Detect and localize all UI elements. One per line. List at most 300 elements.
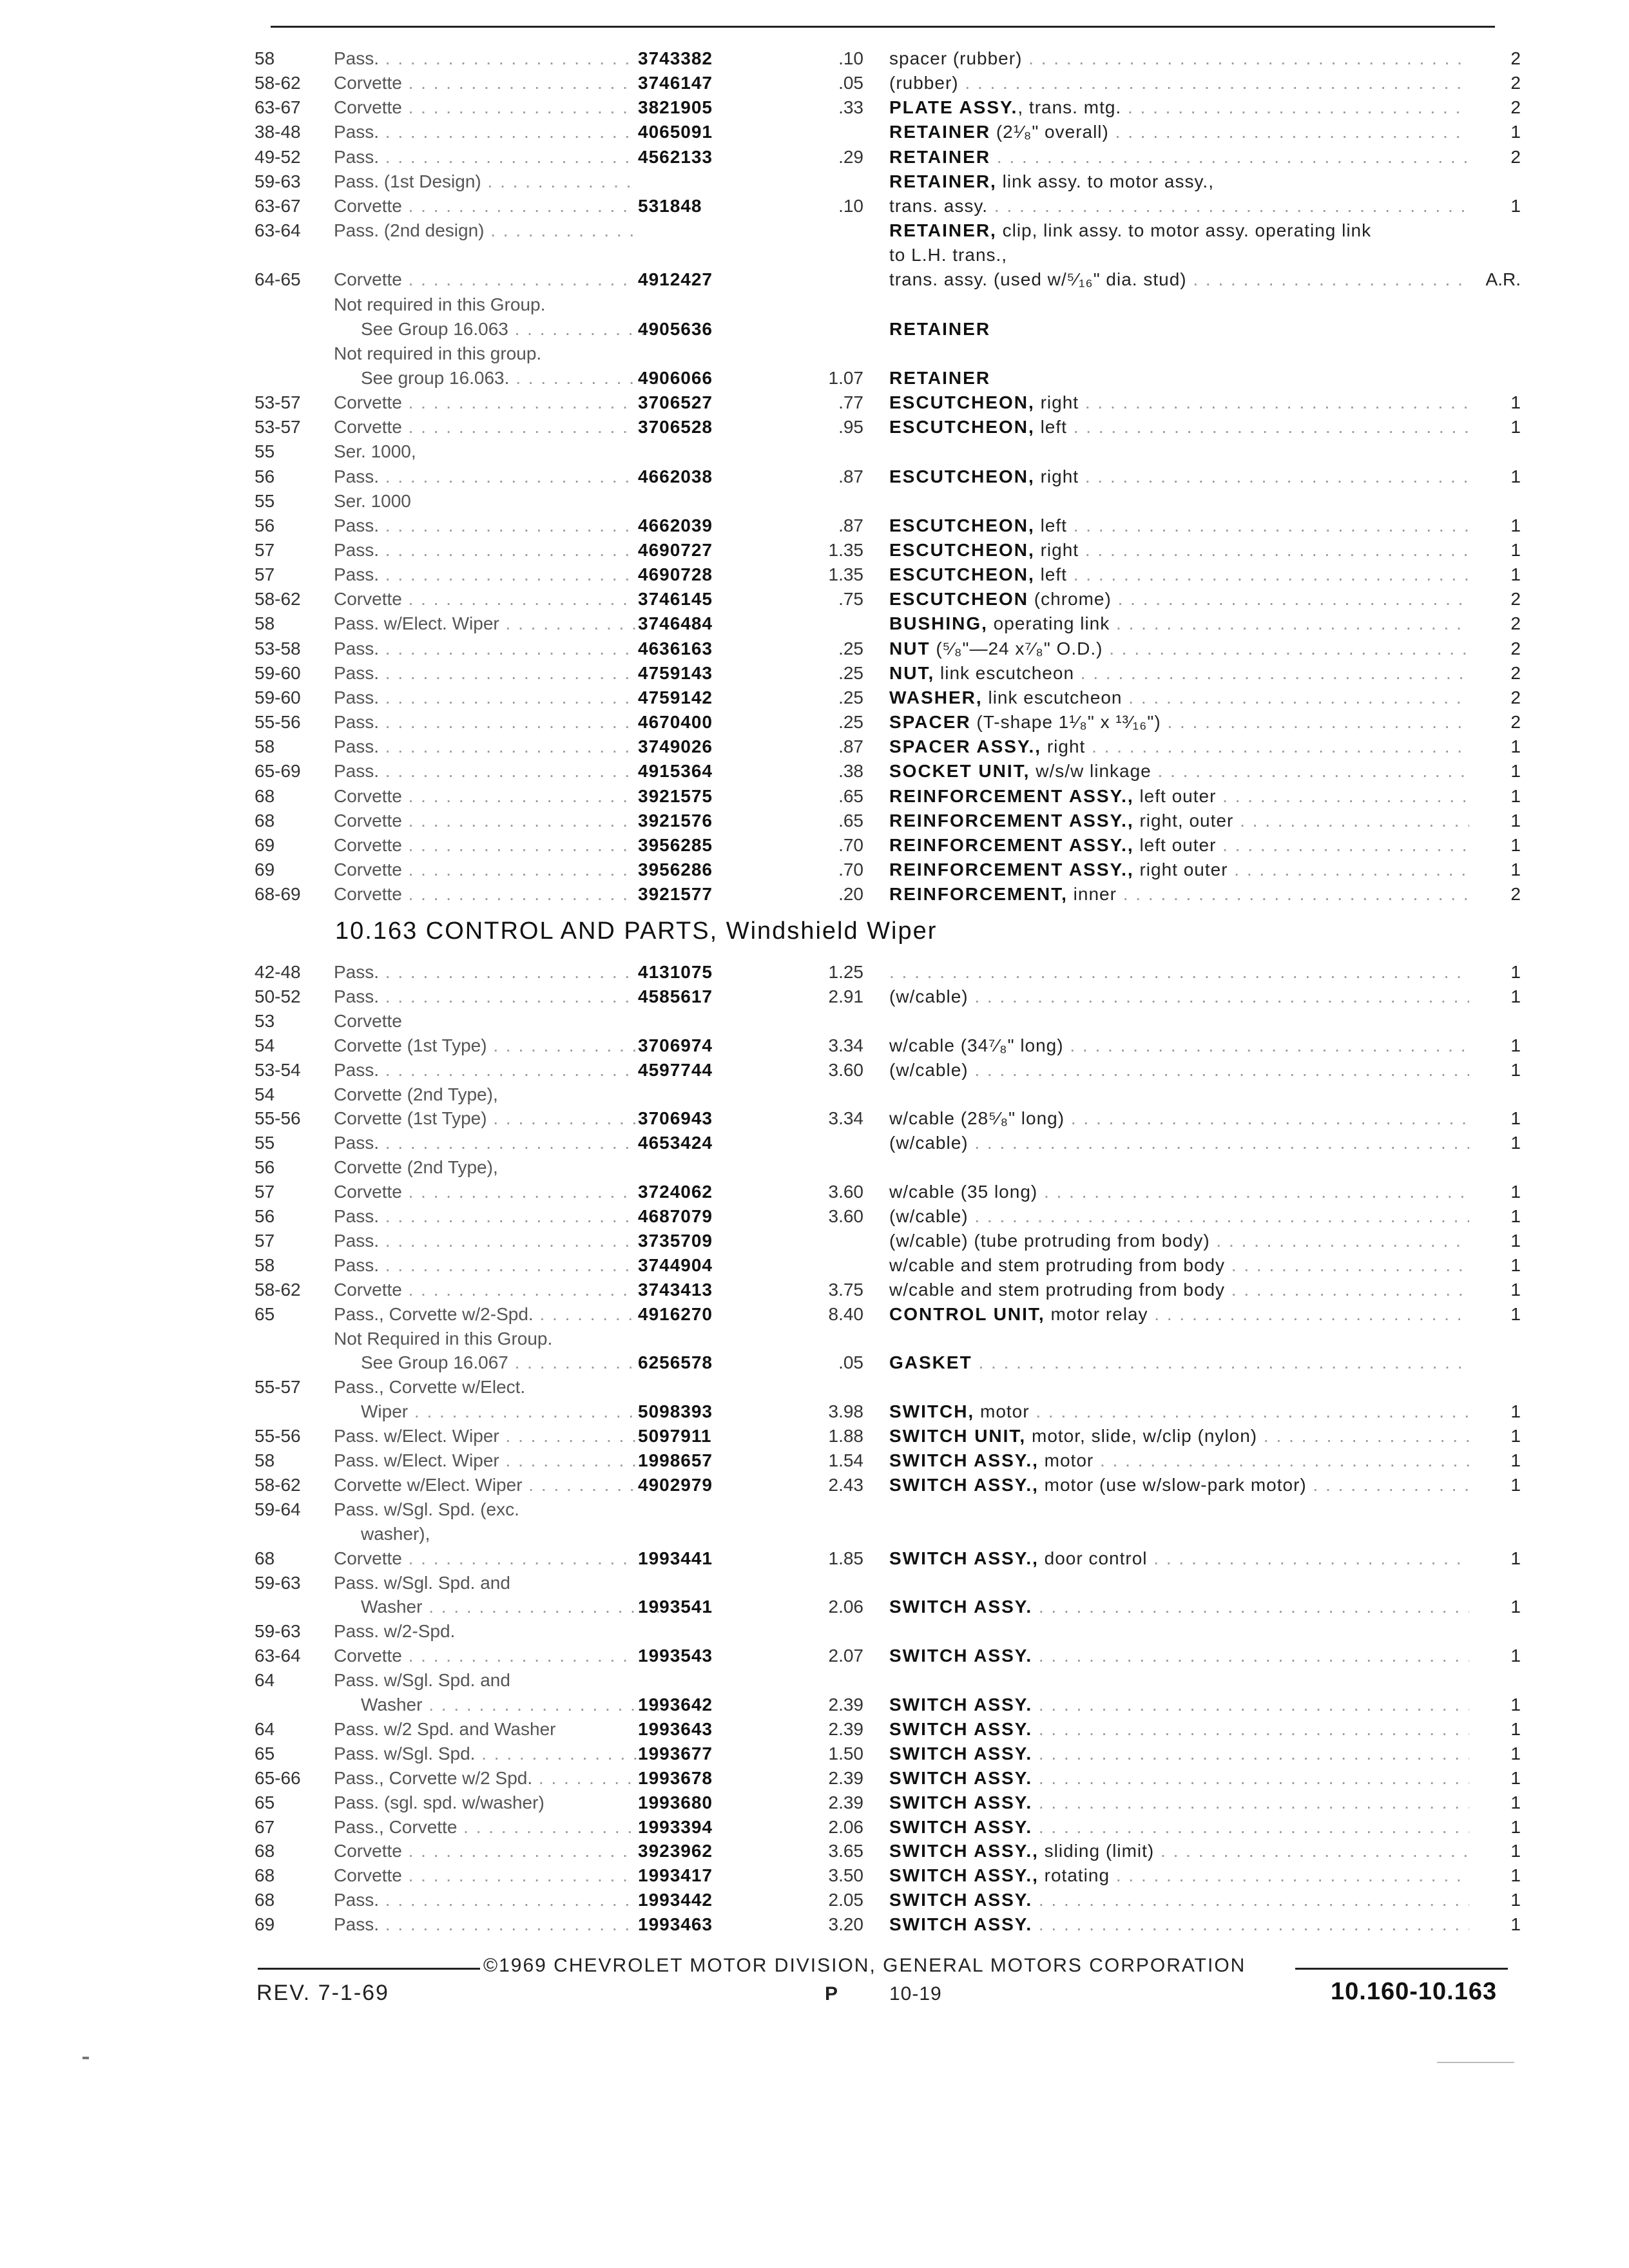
description-cell — [889, 1278, 1469, 1302]
price-cell: 2.43 — [828, 1475, 863, 1495]
table-row — [0, 960, 1629, 985]
description-cell — [889, 46, 1469, 71]
model-cell: Corvette — [334, 1011, 402, 1031]
quantity-cell: 1 — [1510, 1841, 1521, 1861]
year-cell: 68 — [255, 1548, 275, 1568]
table-row — [0, 465, 1629, 489]
price-cell: 3.60 — [828, 1060, 863, 1080]
table-row — [0, 1327, 1629, 1351]
description-cell — [889, 1693, 1469, 1717]
model-cell: Pass. (2nd design) . . . — [334, 218, 637, 243]
model-cell: Pass. w/Sgl. Spd. (exc. — [334, 1499, 519, 1519]
part-number-cell: 4690727 — [638, 540, 713, 560]
model-cell: Corvette w/Elect. Wiper . . . — [334, 1473, 637, 1497]
table-row — [0, 341, 1629, 366]
description-keyword: SPACER — [889, 712, 971, 732]
copyright-text: ©1969 CHEVROLET MOTOR DIVISION, GENERAL MOTORS CORPORATION — [483, 1955, 1246, 1976]
description-text: clip, link assy. to motor assy. operating link — [996, 220, 1372, 240]
description-keyword: NUT — [889, 639, 930, 658]
top-rule — [271, 26, 1495, 28]
description-cell — [889, 95, 1469, 120]
model-cell: Pass. w/2 Spd. and Washer — [334, 1719, 556, 1739]
description-text: (w/cable) — [889, 1133, 969, 1153]
quantity-cell: 2 — [1510, 613, 1521, 633]
part-number-cell: 4916270 — [638, 1304, 713, 1324]
table-row — [0, 1791, 1629, 1815]
model-cell: Not required in this Group. — [334, 294, 546, 314]
model-cell: Pass. . . . — [334, 145, 637, 169]
part-number-cell: 3706527 — [638, 392, 713, 412]
description-text: w/cable (35 long) — [889, 1182, 1038, 1202]
description-keyword: SWITCH ASSY. — [889, 1719, 1033, 1739]
model-cell: Washer . . . — [334, 1693, 664, 1717]
part-number-cell: 4759142 — [638, 687, 713, 707]
table-row — [0, 858, 1629, 882]
price-cell: .25 — [838, 712, 863, 732]
model-cell: Wiper . . . — [334, 1399, 664, 1424]
year-cell: 68 — [255, 786, 275, 806]
description-keyword: WASHER, — [889, 687, 983, 707]
model-cell: Pass. . . . — [334, 538, 637, 562]
year-cell: 59-63 — [255, 1621, 301, 1641]
model-cell: Pass. . . . — [334, 637, 637, 661]
price-cell: 3.98 — [828, 1401, 863, 1421]
price-cell: .25 — [838, 663, 863, 683]
description-keyword: RETAINER — [889, 319, 991, 339]
year-cell: 65-69 — [255, 761, 301, 781]
part-number-cell: 3746145 — [638, 589, 713, 609]
description-text: motor relay — [1045, 1304, 1148, 1324]
price-cell: .38 — [838, 761, 863, 781]
table-row — [0, 1888, 1629, 1912]
year-cell: 56 — [255, 515, 275, 535]
quantity-cell: 1 — [1510, 835, 1521, 855]
part-number-cell: 4906066 — [638, 368, 713, 388]
table-row — [0, 71, 1629, 95]
description-cell — [889, 1399, 1469, 1424]
quantity-cell: 1 — [1510, 564, 1521, 584]
price-cell: .10 — [838, 48, 863, 68]
description-cell — [889, 1546, 1469, 1571]
part-number-cell: 4905636 — [638, 319, 713, 339]
quantity-cell: 1 — [1510, 1304, 1521, 1324]
description-keyword: SWITCH ASSY., — [889, 1841, 1039, 1861]
description-cell — [889, 759, 1469, 783]
model-cell: Corvette . . . — [334, 587, 637, 611]
description-keyword: REINFORCEMENT ASSY., — [889, 835, 1134, 855]
description-cell — [889, 1791, 1469, 1815]
year-cell: 69 — [255, 835, 275, 855]
description-text: w/cable and stem protruding from body — [889, 1280, 1226, 1300]
part-number-cell: 3923962 — [638, 1841, 713, 1861]
description-cell — [889, 833, 1469, 858]
part-number-cell: 4670400 — [638, 712, 713, 732]
year-cell: 56 — [255, 1157, 275, 1177]
year-cell: 59-63 — [255, 171, 301, 191]
part-number-cell: 3746147 — [638, 73, 713, 93]
part-number-cell: 4065091 — [638, 122, 713, 142]
year-cell: 55 — [255, 1133, 275, 1153]
year-cell: 57 — [255, 540, 275, 560]
table-row — [0, 1131, 1629, 1155]
description-keyword: ESCUTCHEON, — [889, 417, 1035, 437]
model-cell: Corvette . . . — [334, 1180, 637, 1204]
table-row — [0, 759, 1629, 783]
model-cell: Pass. . . . — [334, 960, 637, 985]
model-cell: Pass. (1st Design) . . . — [334, 169, 637, 194]
quantity-cell: 1 — [1510, 1231, 1521, 1251]
description-cell — [889, 1717, 1469, 1742]
table-row — [0, 735, 1629, 759]
table-row — [0, 415, 1629, 439]
quantity-cell: 1 — [1510, 1890, 1521, 1910]
part-number-cell: 4131075 — [638, 962, 713, 982]
description-cell — [889, 120, 1469, 144]
part-number-cell: 4562133 — [638, 147, 713, 167]
quantity-cell: 1 — [1510, 1426, 1521, 1446]
part-number-cell: 1993441 — [638, 1548, 713, 1568]
year-cell: 57 — [255, 1182, 275, 1202]
description-keyword: SOCKET UNIT, — [889, 761, 1030, 781]
price-cell: 3.75 — [828, 1280, 863, 1300]
quantity-cell: 1 — [1510, 1914, 1521, 1934]
description-keyword: SWITCH ASSY. — [889, 1695, 1033, 1715]
part-number-cell: 4759143 — [638, 663, 713, 683]
year-cell: 68 — [255, 811, 275, 831]
model-cell: Pass. w/Elect. Wiper . . . — [334, 1448, 637, 1473]
price-cell: .05 — [838, 73, 863, 93]
description-text: right — [1034, 392, 1079, 412]
year-cell: 63-67 — [255, 97, 301, 117]
part-number-cell: 3956286 — [638, 860, 713, 879]
description-keyword: SWITCH ASSY. — [889, 1744, 1033, 1763]
model-cell: Corvette . . . — [334, 71, 637, 95]
table-row — [0, 1717, 1629, 1742]
quantity-cell: 1 — [1510, 1108, 1521, 1128]
price-cell: .75 — [838, 589, 863, 609]
part-number-cell: 3921575 — [638, 786, 713, 806]
model-cell: Pass. (sgl. spd. w/washer) — [334, 1792, 545, 1812]
table-row — [0, 1424, 1629, 1448]
model-cell: Corvette (1st Type) . . . — [334, 1033, 637, 1058]
quantity-cell: 1 — [1510, 1865, 1521, 1885]
part-number-cell: 3821905 — [638, 97, 713, 117]
description-cell — [889, 858, 1469, 882]
description-cell — [889, 1766, 1469, 1791]
quantity-cell: 1 — [1510, 736, 1521, 756]
part-number-cell: 4662039 — [638, 515, 713, 535]
description-cell — [889, 1058, 1469, 1082]
quantity-cell: 1 — [1510, 1206, 1521, 1226]
footer-rule-right — [1295, 1968, 1508, 1970]
quantity-cell: 2 — [1510, 712, 1521, 732]
year-cell: 59-60 — [255, 687, 301, 707]
group-header — [335, 918, 937, 945]
price-cell: .25 — [838, 687, 863, 707]
price-cell: 1.88 — [828, 1426, 863, 1446]
price-cell: 1.85 — [828, 1548, 863, 1568]
model-cell: See Group 16.063 . . . — [334, 317, 664, 341]
year-cell: 65 — [255, 1304, 275, 1324]
description-text: left — [1034, 417, 1067, 437]
price-cell: 1.54 — [828, 1450, 863, 1470]
model-cell: washer), — [361, 1524, 430, 1544]
year-cell: 69 — [255, 860, 275, 879]
year-cell: 64-65 — [255, 269, 301, 289]
model-cell: Pass. w/Sgl. Spd. . . . — [334, 1742, 637, 1766]
description-text: motor, slide, w/clip (nylon) — [1026, 1426, 1258, 1446]
table-row — [0, 1693, 1629, 1717]
year-cell: 58 — [255, 1450, 275, 1470]
table-row — [0, 1668, 1629, 1693]
model-cell: See Group 16.067 . . . — [334, 1350, 664, 1375]
year-cell: 55-57 — [255, 1377, 301, 1397]
description-text: right — [1041, 736, 1086, 756]
table-row — [0, 637, 1629, 661]
year-cell: 58-62 — [255, 73, 301, 93]
price-cell: 2.07 — [828, 1646, 863, 1666]
model-cell: Pass. . . . — [334, 514, 637, 538]
table-row — [0, 1522, 1629, 1546]
description-keyword: SWITCH ASSY. — [889, 1817, 1033, 1837]
description-text: to L.H. trans., — [889, 245, 1008, 265]
model-cell: Pass. . . . — [334, 686, 637, 710]
year-cell: 38-48 — [255, 122, 301, 142]
model-cell: Corvette . . . — [334, 1839, 637, 1863]
description-cell — [889, 1302, 1469, 1327]
description-keyword: SWITCH ASSY. — [889, 1890, 1033, 1910]
price-cell: .29 — [838, 147, 863, 167]
price-cell: .70 — [838, 835, 863, 855]
table-row — [0, 1180, 1629, 1204]
table-row — [0, 1302, 1629, 1327]
price-cell: 2.05 — [828, 1890, 863, 1910]
price-cell: .25 — [838, 639, 863, 658]
model-cell: Pass. w/Sgl. Spd. and — [334, 1573, 510, 1593]
price-cell: 1.25 — [828, 962, 863, 982]
description-cell — [889, 710, 1469, 735]
table-row — [0, 1033, 1629, 1058]
year-cell: 58-62 — [255, 589, 301, 609]
part-number-cell: 4687079 — [638, 1206, 713, 1226]
table-row — [0, 489, 1629, 514]
description-keyword: RETAINER — [889, 147, 991, 167]
part-number-cell: 4662038 — [638, 466, 713, 486]
quantity-cell: 1 — [1510, 860, 1521, 879]
table-row — [0, 686, 1629, 710]
part-number-cell: 1993543 — [638, 1646, 713, 1666]
description-keyword: SPACER ASSY., — [889, 736, 1042, 756]
year-cell: 63-64 — [255, 220, 301, 240]
description-cell — [889, 1350, 1469, 1375]
price-cell: .65 — [838, 786, 863, 806]
table-row — [0, 1229, 1629, 1253]
year-cell: 65 — [255, 1792, 275, 1812]
description-cell — [889, 562, 1469, 587]
part-number-cell: 4585617 — [638, 986, 713, 1006]
table-row — [0, 611, 1629, 636]
description-cell — [889, 1229, 1469, 1253]
description-cell — [889, 1888, 1469, 1912]
price-cell: 2.39 — [828, 1695, 863, 1715]
description-text: (w/cable) — [889, 986, 969, 1006]
price-cell: .95 — [838, 417, 863, 437]
model-cell: Corvette (2nd Type), — [334, 1157, 498, 1177]
part-number-cell: 5097911 — [638, 1426, 712, 1446]
page-code: P — [825, 1983, 838, 2004]
part-number-cell: 531848 — [638, 196, 702, 216]
table-row — [0, 390, 1629, 415]
part-number-cell: 4912427 — [638, 269, 713, 289]
description-cell — [889, 735, 1469, 759]
description-text: inner — [1067, 884, 1117, 904]
description-keyword: ESCUTCHEON, — [889, 392, 1035, 412]
price-cell: 2.06 — [828, 1597, 863, 1617]
model-cell: Pass. . . . — [334, 1253, 637, 1278]
part-number-cell: 3724062 — [638, 1182, 713, 1202]
part-number-cell: 3746484 — [638, 613, 713, 633]
description-keyword: REINFORCEMENT, — [889, 884, 1068, 904]
description-keyword: CONTROL UNIT, — [889, 1304, 1045, 1324]
description-cell — [889, 1131, 1469, 1155]
description-keyword: SWITCH, — [889, 1401, 975, 1421]
description-cell — [889, 218, 1469, 243]
table-row — [0, 1009, 1629, 1033]
table-row — [0, 120, 1629, 144]
description-cell — [889, 1033, 1469, 1058]
description-cell — [889, 587, 1469, 611]
description-keyword: ESCUTCHEON, — [889, 515, 1035, 535]
description-text: w/cable (34⁷⁄₈" long) — [889, 1035, 1064, 1055]
quantity-cell: 2 — [1510, 147, 1521, 167]
model-cell: Corvette . . . — [334, 784, 637, 809]
description-text: sliding (limit) — [1038, 1841, 1155, 1861]
table-row — [0, 267, 1629, 292]
description-cell — [889, 1204, 1469, 1229]
description-text: motor (use w/slow-park motor) — [1038, 1475, 1307, 1495]
description-keyword: SWITCH ASSY. — [889, 1646, 1033, 1666]
model-cell: Pass. w/Elect. Wiper . . . — [334, 1424, 637, 1448]
part-number-cell: 3921576 — [638, 811, 713, 831]
year-cell: 63-67 — [255, 196, 301, 216]
model-cell: Not required in this group. — [334, 343, 542, 363]
description-keyword: REINFORCEMENT ASSY., — [889, 811, 1134, 831]
model-cell: Pass. . . . — [334, 1058, 637, 1082]
table-row — [0, 1766, 1629, 1791]
model-cell: Pass. . . . — [334, 1888, 637, 1912]
description-text: spacer (rubber) — [889, 48, 1023, 68]
description-cell — [889, 784, 1469, 809]
description-cell — [889, 243, 1469, 267]
description-text: (chrome) — [1028, 589, 1112, 609]
quantity-cell: 1 — [1510, 1768, 1521, 1788]
year-cell: 58 — [255, 48, 275, 68]
quantity-cell: 1 — [1510, 1744, 1521, 1763]
model-cell: Corvette . . . — [334, 390, 637, 415]
description-keyword: BUSHING, — [889, 613, 988, 633]
model-cell: Pass. . . . — [334, 985, 637, 1009]
year-cell: 68-69 — [255, 884, 301, 904]
table-row — [0, 833, 1629, 858]
year-cell: 68 — [255, 1890, 275, 1910]
model-cell: Pass. . . . — [334, 710, 637, 735]
year-cell: 55 — [255, 441, 275, 461]
part-number-cell: 1993677 — [638, 1744, 713, 1763]
price-cell: 2.91 — [828, 986, 863, 1006]
part-number-cell: 4690728 — [638, 564, 713, 584]
quantity-cell: 1 — [1510, 1548, 1521, 1568]
description-text: , trans. mtg. — [1017, 97, 1122, 117]
description-text: link escutcheon — [982, 687, 1123, 707]
description-text: (2¹⁄₈" overall) — [990, 122, 1109, 142]
model-cell: Pass. w/Sgl. Spd. and — [334, 1670, 510, 1690]
quantity-cell: 1 — [1510, 1792, 1521, 1812]
table-row — [0, 1155, 1629, 1180]
table-row — [0, 1399, 1629, 1424]
year-cell: 53-58 — [255, 639, 301, 658]
description-cell — [889, 686, 1469, 710]
model-cell: Ser. 1000, — [334, 441, 416, 461]
group-title: CONTROL AND PARTS, — [425, 918, 718, 945]
year-cell: 53 — [255, 1011, 275, 1031]
part-number-cell: 6256578 — [638, 1352, 713, 1372]
table-row — [0, 1350, 1629, 1375]
year-cell: 56 — [255, 1206, 275, 1226]
description-keyword: RETAINER, — [889, 171, 997, 191]
year-cell: 59-60 — [255, 663, 301, 683]
description-text: rotating — [1038, 1865, 1110, 1885]
description-cell — [889, 1424, 1469, 1448]
model-cell: Pass. . . . — [334, 735, 637, 759]
quantity-cell: 1 — [1510, 1646, 1521, 1666]
table-row — [0, 1863, 1629, 1888]
description-cell — [889, 1839, 1469, 1863]
table-row — [0, 1278, 1629, 1302]
table-row — [0, 317, 1629, 341]
model-cell: Corvette . . . — [334, 194, 637, 218]
part-number-cell: 1993394 — [638, 1817, 713, 1837]
group-number: 10.163 — [335, 918, 418, 945]
quantity-cell: 1 — [1510, 392, 1521, 412]
quantity-cell: 1 — [1510, 466, 1521, 486]
page-number: 10-19 — [889, 1983, 942, 2004]
scan-speck — [82, 2057, 89, 2059]
part-number-cell: 1993541 — [638, 1597, 713, 1617]
description-cell — [889, 465, 1469, 489]
description-keyword: SWITCH ASSY., — [889, 1548, 1039, 1568]
model-cell: Pass. . . . — [334, 1131, 637, 1155]
model-cell: Pass. . . . — [334, 1204, 637, 1229]
model-cell: See group 16.063. . . . — [334, 366, 664, 390]
price-cell: 1.35 — [828, 540, 863, 560]
description-cell — [889, 1863, 1469, 1888]
table-row — [0, 985, 1629, 1009]
description-text: left — [1034, 564, 1067, 584]
model-cell: Ser. 1000 — [334, 491, 411, 511]
description-keyword: REINFORCEMENT ASSY., — [889, 786, 1134, 806]
description-cell — [889, 1180, 1469, 1204]
quantity-cell: 1 — [1510, 1475, 1521, 1495]
price-cell: .77 — [838, 392, 863, 412]
model-cell: Pass. . . . — [334, 1229, 637, 1253]
model-cell: Pass., Corvette w/Elect. — [334, 1377, 526, 1397]
model-cell: Corvette (1st Type) . . . — [334, 1106, 637, 1131]
quantity-cell: 2 — [1510, 589, 1521, 609]
table-row — [0, 1473, 1629, 1497]
description-cell — [889, 317, 1469, 341]
model-cell: Corvette . . . — [334, 95, 637, 120]
year-cell: 68 — [255, 1841, 275, 1861]
